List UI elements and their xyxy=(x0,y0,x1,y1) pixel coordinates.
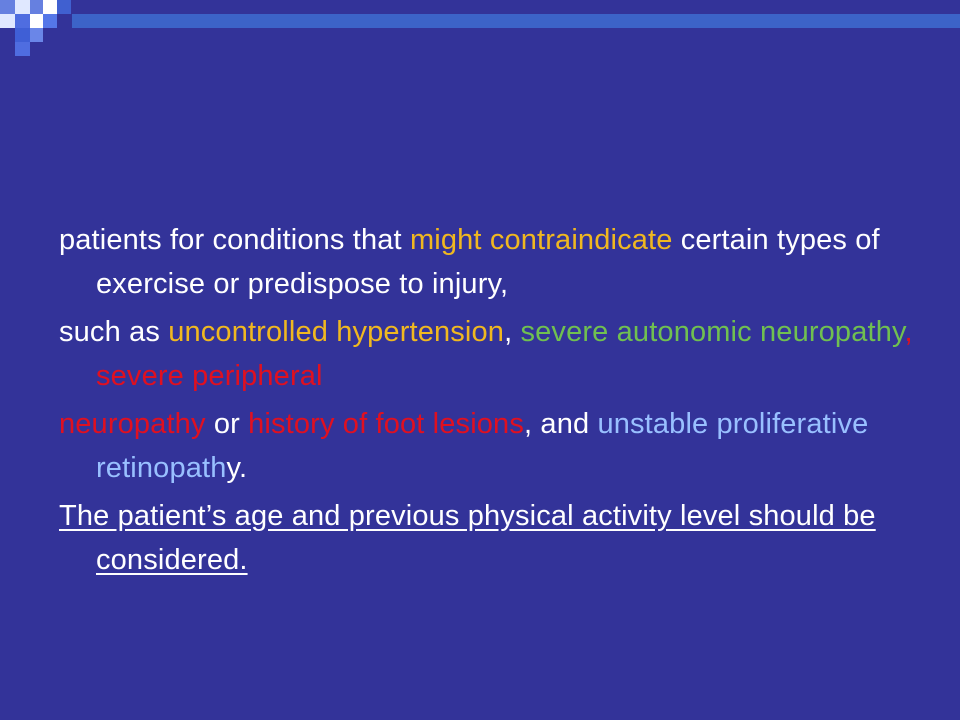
decorative-square xyxy=(15,0,30,14)
highlight-hypertension: uncontrolled hypertension xyxy=(168,316,505,348)
highlight-autonomic-neuropathy: severe autonomic neuropathy xyxy=(520,316,905,348)
decorative-square xyxy=(43,14,57,28)
paragraph-text: such as xyxy=(59,316,169,348)
paragraph-text: or xyxy=(205,408,249,440)
paragraph-text: y. xyxy=(226,452,248,484)
decorative-square xyxy=(0,14,15,28)
decorative-square xyxy=(0,0,15,14)
decorative-square xyxy=(30,0,43,14)
highlight-foot-lesions: history of foot lesions xyxy=(248,408,524,440)
decorative-square xyxy=(30,28,43,42)
header-bar xyxy=(72,14,960,28)
decorative-square xyxy=(15,14,30,28)
decorative-square xyxy=(43,0,57,14)
paragraph-contraindications xyxy=(59,218,919,306)
highlight-severe-peripheral: , severe peripheral xyxy=(96,316,913,392)
paragraph-examples xyxy=(59,310,919,398)
slide-body xyxy=(59,218,919,586)
decorative-square xyxy=(57,0,71,14)
highlight-retinopathy: unstable proliferative retinopath xyxy=(96,408,869,484)
highlight-neuropathy: neuropathy xyxy=(59,408,206,440)
decorative-square xyxy=(30,14,43,28)
decorative-square xyxy=(15,28,30,42)
paragraph-text: patients for conditions that xyxy=(59,224,410,256)
paragraph-text: certain types of exercise or predispose to injury, xyxy=(96,224,880,300)
paragraph-neuropathy xyxy=(59,402,919,490)
highlight-contraindicate: might contraindicate xyxy=(409,224,673,256)
paragraph-age-activity: The patient’s age and previous physical activity level should be considered. xyxy=(59,500,876,576)
decorative-square xyxy=(15,42,30,56)
paragraph-text: , and xyxy=(524,408,598,440)
paragraph-text: , xyxy=(504,316,521,348)
